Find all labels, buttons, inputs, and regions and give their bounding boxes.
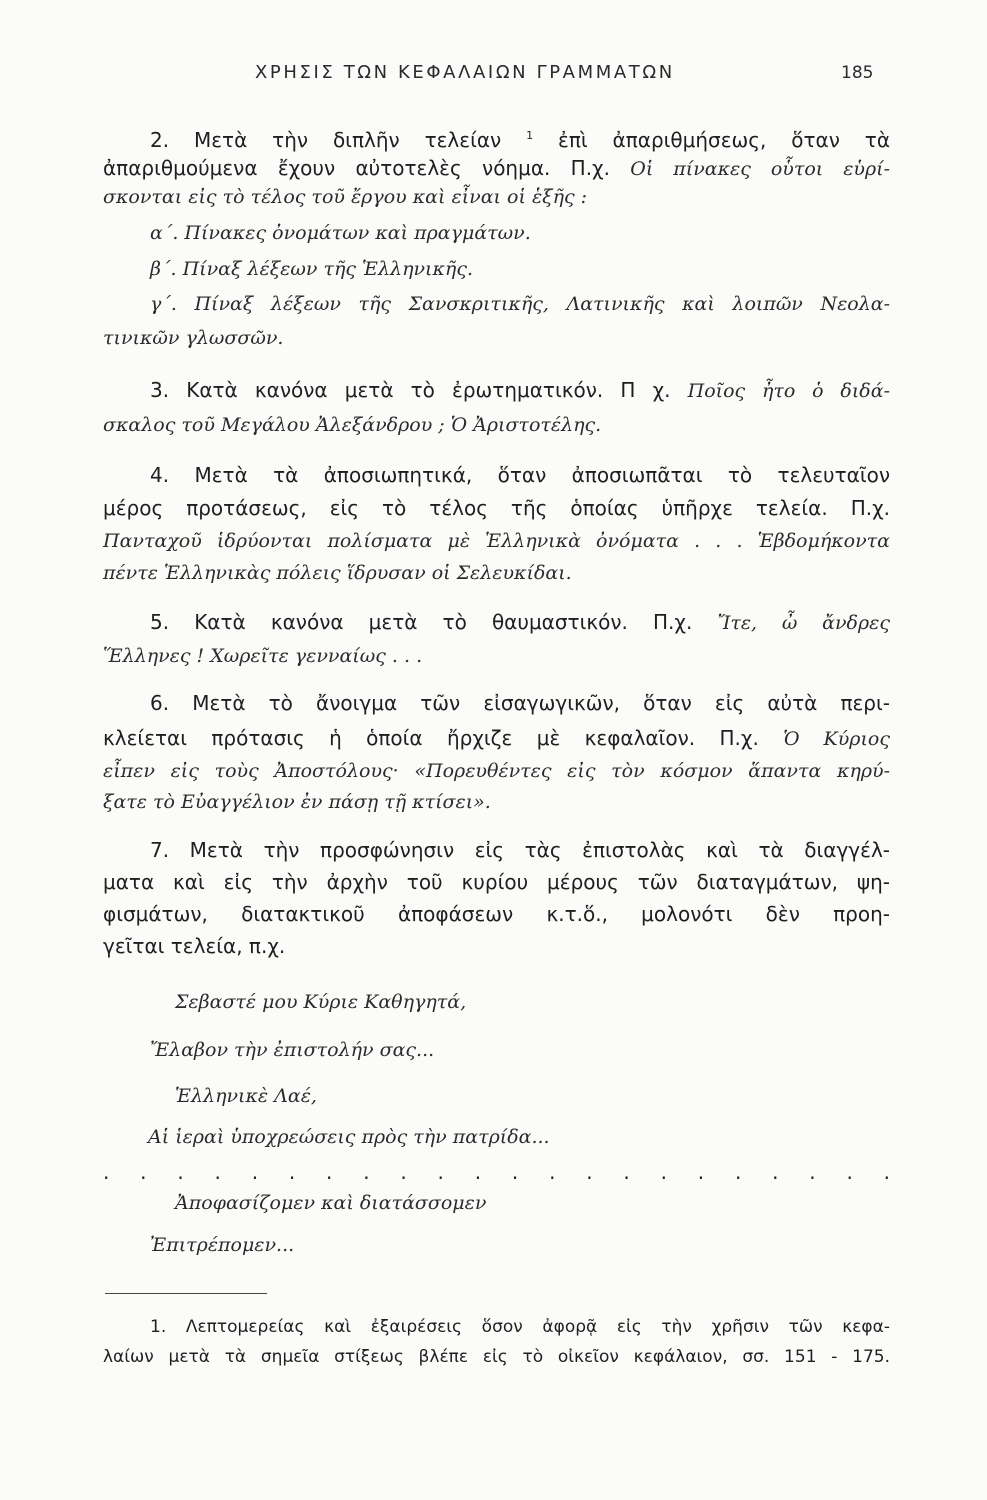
list-item-a [150, 217, 890, 247]
example-salutation: Ἑλληνικὲ Λαέ, [175, 1085, 317, 1107]
page-number: 185 [841, 63, 874, 83]
list-item-c [150, 288, 890, 318]
list-text: α΄. Πίνακες ὀνομάτων καὶ πραγμάτων. [150, 222, 531, 244]
rule-text: ματα καὶ εἰς τὴν ἀρχὴν τοῦ κυρίου μέρους τῶν διαταγμάτων, ψη- [103, 870, 890, 894]
rule-text: μέρος προτάσεως, εἰς τὸ τέλος τῆς ὁποίας ὑπῆρχε τελεία. Π.χ. [103, 496, 890, 520]
rule-2-line-3 [103, 181, 890, 211]
rule-7-line-1 [150, 835, 890, 865]
example-decree: Ἀποφασίζομεν καὶ διατάσσομεν [175, 1192, 487, 1214]
rule-text: 2. Μετὰ τὴν διπλῆν τελείαν [150, 128, 502, 152]
list-text: β΄. Πίναξ λέξεων τῆς Ἑλληνικῆς. [150, 258, 473, 280]
rule-text: 5. Κατὰ κανόνα μετὰ τὸ θαυμαστικόν. Π.χ. [150, 610, 693, 634]
ellipsis-row: . . . . . . . . . . . . . . . . . . . . . . [103, 1160, 890, 1184]
example-decree: Ἐπιτρέπομεν... [150, 1234, 295, 1256]
rule-text: 4. Μετὰ τὰ ἀποσιωπητικά, ὅταν ἀποσιωπᾶται τὸ τελευταῖον [150, 463, 890, 487]
example-text: ξατε τὸ Εὐαγγέλιον ἐν πάσῃ τῇ κτίσει». [103, 791, 491, 813]
example-text: σκονται εἰς τὸ τέλος τοῦ ἔργου καὶ εἶναι οἱ ἑξῆς : [103, 186, 588, 208]
list-text: γ΄. Πίναξ λέξεων τῆς Σανσκριτικῆς, Λατινικῆς καὶ λοιπῶν Νεολα- [150, 293, 890, 315]
footnote-line-2 [103, 1344, 890, 1370]
example-text: σκαλος τοῦ Μεγάλου Ἀλεξάνδρου ; Ὁ Ἀριστοτέλης. [103, 414, 602, 436]
example-text: Ἴτε, ὦ ἄνδρες [717, 612, 891, 634]
rule-text: 7. Μετὰ τὴν προσφώνησιν εἰς τὰς ἐπιστολὰς καὶ τὰ διαγγέλ- [150, 838, 890, 862]
example-text: Οἱ πίνακες οὗτοι εὑρί- [630, 158, 891, 180]
example-body: Αἱ ἱεραὶ ὑποχρεώσεις πρὸς τὴν πατρίδα... [148, 1126, 550, 1148]
example-text: πέντε Ἑλληνικὰς πόλεις ἵδρυσαν οἱ Σελευκίδαι. [103, 562, 572, 584]
list-text: τινικῶν γλωσσῶν. [103, 327, 284, 349]
rule-3-line-2 [103, 409, 890, 439]
rule-6-line-1 [150, 688, 890, 718]
example-salutation: Σεβαστέ μου Κύριε Καθηγητά, [175, 991, 467, 1013]
rule-2-line-1 [150, 125, 890, 155]
rule-6-line-3 [103, 755, 890, 785]
rule-text: 6. Μετὰ τὸ ἄνοιγμα τῶν εἰσαγωγικῶν, ὅταν εἰς αὐτὰ περι- [150, 691, 890, 715]
example-text: Ἕλληνες ! Χωρεῖτε γενναίως . . . [103, 645, 423, 667]
rule-text: κλείεται πρότασις ἡ ὁποία ἤρχιζε μὲ κεφαλαῖον. Π.χ. [103, 726, 759, 750]
rule-3-line-1 [150, 375, 890, 405]
rule-6-line-2 [103, 723, 890, 753]
footnote-rule [105, 1293, 267, 1294]
example-body: Ἔλαβον τὴν ἐπιστολήν σας... [150, 1039, 435, 1061]
example-text: Ὁ Κύριος [783, 728, 891, 750]
rule-text: ἐπὶ ἀπαριθμήσεως, ὅταν τὰ [558, 128, 891, 152]
rule-6-line-4 [103, 786, 890, 816]
rule-2-line-2 [103, 153, 890, 183]
rule-5-line-1 [150, 607, 890, 637]
rule-7-line-2 [103, 867, 890, 897]
rule-text: ἀπαριθμούμενα ἔχουν αὐτοτελὲς νόημα. Π.χ. [103, 156, 610, 180]
example-text: εἶπεν εἰς τοὺς Ἀποστόλους· «Πορευθέντες εἰς τὸν κόσμον ἅπαντα κηρύ- [103, 760, 890, 782]
rule-7-line-4 [103, 931, 890, 961]
footnote-text: λαίων μετὰ τὰ σημεῖα στίξεως βλέπε εἰς τὸ οἰκεῖον κεφάλαιον, σσ. 151 - 175. [103, 1347, 890, 1367]
rule-text: 3. Κατὰ κανόνα μετὰ τὸ ἐρωτηματικόν. Π χ. [150, 378, 671, 402]
footnote-text: 1. Λεπτομερείας καὶ ἐξαιρέσεις ὅσον ἀφορᾷ εἰς τὴν χρῆσιν τῶν κεφα- [150, 1317, 890, 1337]
example-text: Ποῖος ἦτο ὁ διδά- [687, 380, 890, 402]
rule-4-line-1 [150, 460, 890, 490]
running-head: ΧΡΗΣΙΣ ΤΩΝ ΚΕΦΑΛΑΙΩΝ ΓΡΑΜΜΑΤΩΝ [255, 62, 675, 83]
list-item-c-cont [103, 322, 890, 352]
rule-5-line-2 [103, 640, 890, 670]
footnote-line-1 [150, 1314, 890, 1340]
footnote-ref: 1 [526, 129, 534, 142]
rule-4-line-2 [103, 493, 890, 523]
rule-7-line-3 [103, 899, 890, 929]
rule-text: φισμάτων, διατακτικοῦ ἀποφάσεων κ.τ.ὅ., μολονότι δὲν προη- [103, 902, 890, 926]
rule-4-line-3 [103, 525, 890, 555]
rule-4-line-4 [103, 557, 890, 587]
list-item-b [150, 253, 890, 283]
example-text: Πανταχοῦ ἱδρύονται πολίσματα μὲ Ἑλληνικὰ ὀνόματα . . . Ἑβδομήκοντα [103, 530, 890, 552]
rule-text: γεῖται τελεία, π.χ. [103, 934, 286, 958]
